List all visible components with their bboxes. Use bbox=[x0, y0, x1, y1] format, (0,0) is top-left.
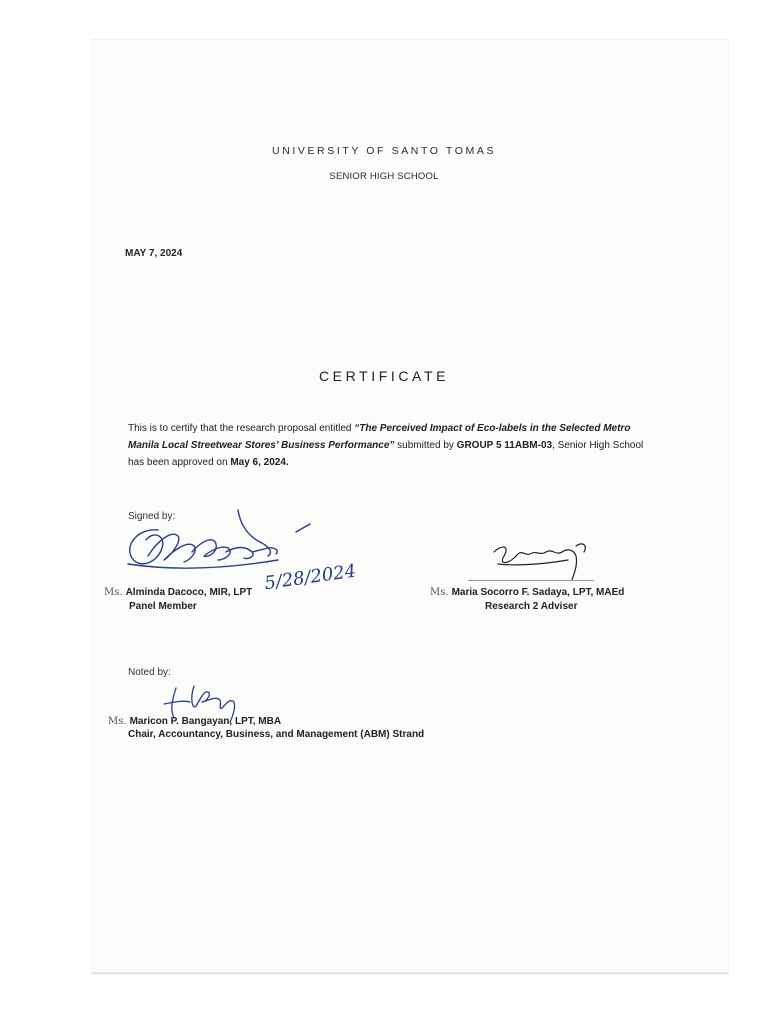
signatory-prefix: Ms. bbox=[108, 716, 127, 727]
research-title: “The Perceived Impact of Eco-labels in the Selected Metro Manila Local Streetwear Stores’ Business Performance” bbox=[128, 423, 631, 451]
signatory-role: Chair, Accountancy, Business, and Management (ABM) Strand bbox=[128, 729, 425, 740]
signature-line bbox=[468, 580, 594, 581]
signatory-name: Maria Socorro F. Sadaya, LPT, MAEd bbox=[451, 587, 625, 598]
school-text: , Senior High School has been approved on bbox=[128, 440, 644, 468]
signatory-panel-member bbox=[104, 587, 252, 612]
letter-date: MAY 7, 2024 bbox=[125, 248, 183, 259]
handwritten-date bbox=[262, 560, 358, 595]
paper-edge bbox=[92, 972, 728, 974]
school-name: SENIOR HIGH SCHOOL bbox=[329, 171, 439, 182]
certificate-title: CERTIFICATE bbox=[318, 368, 450, 384]
signed-by-label: Signed by: bbox=[128, 511, 176, 522]
group-name: GROUP 5 11ABM-03 bbox=[456, 440, 553, 451]
signatory-prefix: Ms. bbox=[430, 587, 449, 598]
signatory-name: Alminda Dacoco, MIR, LPT bbox=[125, 587, 253, 598]
approved-date: May 6, 2024. bbox=[230, 457, 289, 468]
signatory-chair bbox=[108, 716, 424, 740]
certification-text bbox=[128, 420, 648, 471]
university-name: UNIVERSITY OF SANTO TOMAS bbox=[271, 145, 497, 157]
signatory-role: Panel Member bbox=[129, 601, 197, 612]
signatory-role: Research 2 Adviser bbox=[485, 601, 578, 612]
intro-text: This is to certify that the research proposal entitled bbox=[128, 423, 355, 434]
handwritten-date-text: 5/28/2024 bbox=[263, 560, 358, 595]
noted-by-label: Noted by: bbox=[128, 667, 171, 678]
signatory-name: Maricon P. Bangayan, LPT, MBA bbox=[129, 716, 282, 727]
signatory-prefix: Ms. bbox=[104, 587, 123, 598]
signatory-adviser bbox=[430, 587, 624, 612]
submitted-text: submitted by bbox=[394, 440, 457, 451]
signature-sadaya bbox=[488, 534, 598, 586]
